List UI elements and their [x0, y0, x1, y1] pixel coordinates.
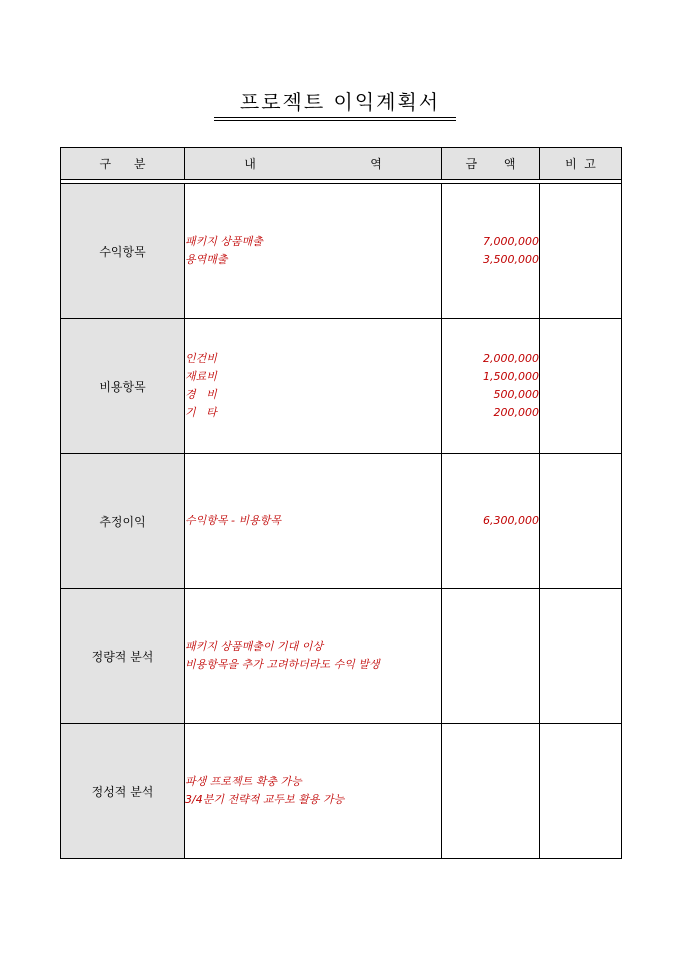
header-details: 내 역 [185, 148, 442, 180]
header-note: 비 고 [540, 148, 622, 180]
detail-line: 비용항목을 추가 고려하더라도 수익 발생 [185, 658, 380, 671]
detail-line: 기 타 [185, 406, 217, 419]
header-category: 구 분 [61, 148, 185, 180]
row-details [185, 454, 442, 589]
row-amounts [442, 319, 540, 454]
title-underline [214, 117, 456, 118]
title-underline-second [214, 120, 456, 121]
row-details [185, 589, 442, 724]
table-row [61, 184, 622, 319]
detail-line: 수익항목 - 비용항목 [185, 514, 281, 527]
table-row [61, 319, 622, 454]
detail-line: 용역매출 [185, 253, 228, 266]
row-amounts [442, 589, 540, 724]
table-row [61, 589, 622, 724]
row-note [540, 589, 622, 724]
table-row [61, 724, 622, 859]
row-note [540, 319, 622, 454]
row-note [540, 184, 622, 319]
amount-value: 2,000,000 [483, 352, 539, 365]
row-amounts [442, 724, 540, 859]
header-amount: 금 액 [442, 148, 540, 180]
amount-value: 1,500,000 [483, 370, 539, 383]
amount-value: 3,500,000 [483, 253, 539, 266]
row-note [540, 454, 622, 589]
detail-line: 인건비 [185, 352, 217, 365]
row-amounts [442, 454, 540, 589]
row-details [185, 184, 442, 319]
amount-value: 500,000 [493, 388, 539, 401]
detail-line: 패키지 상품매출이 기대 이상 [185, 640, 324, 653]
detail-line: 경 비 [185, 388, 217, 401]
row-category: 추정이익 [61, 454, 185, 589]
row-details [185, 724, 442, 859]
amount-value: 6,300,000 [483, 514, 539, 527]
detail-line: 파생 프로젝트 확충 가능 [185, 775, 302, 788]
amount-value: 200,000 [493, 406, 539, 419]
row-amounts [442, 184, 540, 319]
detail-line: 재료비 [185, 370, 217, 383]
table-row [61, 454, 622, 589]
profit-plan-table [60, 147, 622, 859]
detail-line: 패키지 상품매출 [185, 235, 263, 248]
table-header-row [61, 148, 622, 180]
row-category: 수익항목 [61, 184, 185, 319]
row-category: 정량적 분석 [61, 589, 185, 724]
document-title: 프로젝트 이익계획서 [239, 90, 441, 114]
row-details [185, 319, 442, 454]
row-note [540, 724, 622, 859]
row-category: 정성적 분석 [61, 724, 185, 859]
row-category: 비용항목 [61, 319, 185, 454]
amount-value: 7,000,000 [483, 235, 539, 248]
detail-line: 3/4분기 전략적 교두보 활용 가능 [185, 793, 345, 806]
